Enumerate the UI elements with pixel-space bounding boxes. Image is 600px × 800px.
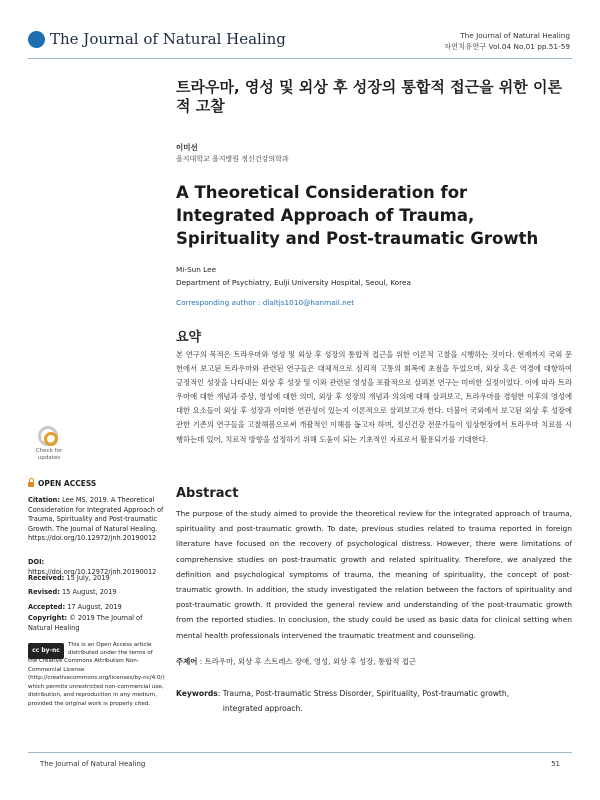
page-number: 51 — [551, 760, 560, 768]
received-value: 15 July, 2019 — [64, 574, 110, 582]
english-keywords-label: Keywords — [176, 689, 218, 698]
corresponding-author — [176, 298, 354, 307]
revised-date — [28, 588, 168, 598]
citation — [28, 496, 168, 544]
korean-keywords-values: 트라우마, 외상 후 스트레스 장애, 영성, 외상 후 성장, 통합적 접근 — [204, 657, 417, 666]
header-volume-line: 자연치유연구 Vol.04 No.01 pp.51-59 — [444, 42, 570, 51]
check-for-updates-icon — [38, 426, 58, 446]
english-keywords-separator: : — [217, 689, 223, 698]
received-date — [28, 574, 168, 584]
check-for-updates-label: Check for updates — [35, 448, 63, 461]
corresponding-email-link[interactable]: dlaltjs1010@hanmail.net — [262, 298, 355, 307]
header-divider — [28, 58, 572, 59]
copyright-label: Copyright: — [28, 614, 68, 622]
korean-title: 트라우마, 영성 및 외상 후 성장의 통합적 접근을 위한 이론적 고찰 — [176, 78, 562, 115]
journal-logo-icon — [28, 31, 45, 48]
copyright — [28, 614, 168, 633]
english-author: Mi-Sun Lee — [176, 265, 217, 274]
english-keywords-values: Trauma, Post-traumatic Stress Disorder, Spirituality, Post-traumatic growth, integrated approach. — [222, 689, 510, 713]
revised-value: 15 August, 2019 — [59, 588, 117, 596]
citation-text: Lee MS. 2019. A Theoretical Consideration for Integrated Approach of Trauma, Spirituality and Post-traumatic Growth. The Journal of Natural Healing. https://doi.org/10.12972/jnh.20190012 — [28, 496, 164, 542]
corresponding-label: Corresponding author — [176, 298, 256, 307]
doi-label: DOI: — [28, 558, 45, 566]
korean-abstract-heading: 요약 — [176, 330, 202, 345]
accepted-date — [28, 603, 168, 613]
copyright-text: © 2019 The Journal of Natural Healing — [28, 614, 143, 632]
open-lock-icon — [28, 482, 34, 487]
license-head: This is an Open Access article distributed under the terms of — [68, 642, 153, 656]
english-abstract-heading: Abstract — [176, 486, 239, 501]
license-text: the Creative Commons Attribution Non-Commercial License (http://creativecommons.org/licenses/by-nc/4.0/) which permits unrestricted non-commercial use, distribution, and reproduction in any medium, provided the original work is properly cited. — [28, 658, 165, 707]
check-for-updates-badge[interactable] — [32, 426, 66, 464]
doi-link[interactable]: https://doi.org/10.12972/jnh.20190012 — [28, 567, 157, 576]
accepted-label: Accepted: — [28, 603, 66, 611]
revised-label: Revised: — [28, 588, 60, 596]
english-affiliation: Department of Psychiatry, Eulji University Hospital, Seoul, Korea — [176, 278, 411, 287]
citation-label: Citation: — [28, 496, 60, 504]
open-access-text: OPEN ACCESS — [38, 479, 97, 488]
accepted-value: 17 August, 2019 — [65, 603, 122, 611]
footer-divider — [28, 752, 572, 753]
korean-keywords-label: 주제어 — [176, 657, 198, 666]
korean-keywords — [176, 656, 572, 667]
received-label: Received: — [28, 574, 65, 582]
english-abstract-body: The purpose of the study aimed to provide the theoretical review for the integrated approach of trauma, spirituality and post-traumatic growth. To date, previous studies related to trauma reported in foreign literature have focused on the recovery of psychological distress. However, there were limitations of comprehensive studies on post-traumatic growth and related spirituality. Therefore, we analyzed the definition and psychological symptoms of trauma, the meaning of spirituality, the concept of post-traumatic growth. In addition, the study investigated the relation between the factors of spirituality and post-traumatic growth. It provided the general review and understanding of the post-traumatic growth from the reported studies. In conclusion, the study could be used as basic data for clinical setting when mental health professionals intervened the traumatic treatment and counseling. — [176, 509, 572, 640]
korean-affiliation: 을지대학교 을지병원 정신건강의학과 — [176, 155, 289, 163]
footer-journal-name: The Journal of Natural Healing — [40, 760, 146, 768]
english-title: A Theoretical Consideration for Integrated Approach of Trauma, Spirituality and Post-traumatic Growth — [176, 183, 539, 248]
journal-name: The Journal of Natural Healing — [50, 30, 286, 48]
header-info — [444, 30, 570, 52]
corresponding-separator: : — [255, 298, 263, 307]
open-access-label — [28, 479, 96, 488]
english-keywords — [176, 687, 572, 716]
header-journal-line: The Journal of Natural Healing — [460, 31, 570, 40]
creative-commons-icon[interactable]: cc by-nc — [28, 643, 64, 659]
korean-keywords-separator: : — [197, 657, 205, 666]
korean-author: 이미선 — [176, 143, 198, 152]
korean-abstract-body: 본 연구의 목적은 트라우마와 영성 및 외상 후 성장의 통합적 접근을 위한 이론적 고찰을 시행하는 것이다. 현재까지 국외 문헌에서 보고된 트라우마와 관련된 연구들은 대체적으로 심리적 고통의 회복에 초점을 두었으며, 외상 혹은 역경에 대항하여 긍정적인 성장을 나타내는 외상 후 성장 및 이와 관련된 영성을 포괄적으로 살펴본 연구는 미비한 실정이었다. 이에 따라 트라우마에 대한 개념과 증상, 영성에 대한 의미, 외상 후 성장의 개념과 의의에 대해 살펴보고, 트라우마를 경험한 이후의 영성에 대한 요소들이 외상 후 성장과 어떠한 연관성이 있는지 이론적으로 살펴보고자 한다. 더불어 국외에서 보고된 외상 후 성장에 관한 기존의 연구들을 고찰해봄으로써 개괄적인 이해를 돕고자 하며, 정신건강 전문가들이 임상현장에서 트라우마 치료를 시행하는데 있어, 치료적 방향을 설정하기 위해 도움이 되는 기초적인 자료로서 활용되기를 기대한다. — [176, 350, 572, 444]
